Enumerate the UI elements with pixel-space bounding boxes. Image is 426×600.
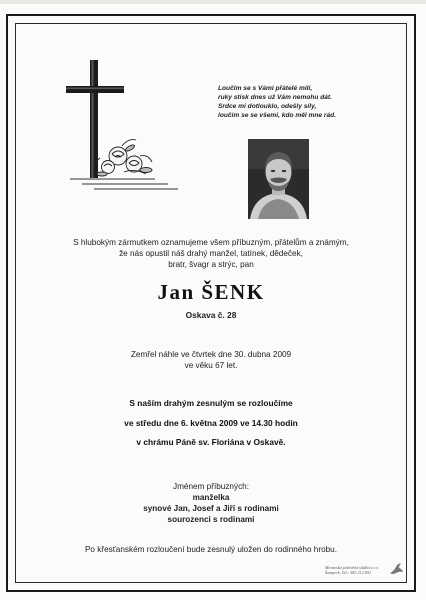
- scan-edge: [0, 0, 426, 4]
- death-info: [15, 349, 407, 371]
- family-sons: synové Jan, Josef a Jiří s rodinami: [143, 504, 279, 513]
- family-wife: manželka: [192, 493, 230, 502]
- portrait-photo: [248, 139, 309, 219]
- ceremony-line-1: S naším drahým zesnulým se rozloučíme: [129, 398, 293, 408]
- family-signature: [15, 481, 407, 525]
- deceased-name: Jan ŠENK: [157, 280, 265, 304]
- deceased-address: Oskava č. 28: [185, 310, 237, 320]
- announcement-intro: [15, 237, 407, 270]
- family-heading: Jménem příbuzných:: [173, 482, 249, 491]
- burial-note: Po křesťanském rozloučení bude zesnulý uložen do rodinného hrobu.: [84, 545, 338, 554]
- poem: [218, 84, 398, 120]
- printer-line: Šumperk, Tel.: 583 212 851: [325, 570, 372, 575]
- intro-line: bratr, švagr a strýc, pan: [168, 260, 254, 269]
- poem-line: ruky stisk dnes už Vám nemohu dát.: [218, 94, 332, 101]
- ceremony-place: v chrámu Páně sv. Floriána v Oskavě.: [136, 437, 286, 447]
- dove-icon: [388, 561, 404, 577]
- intro-line: že nás opustil náš drahý manžel, tatínek, dědeček,: [119, 249, 303, 258]
- poem-line: Loučím se s Vámi přátelé milí,: [218, 85, 313, 92]
- death-line: ve věku 67 let.: [184, 361, 238, 370]
- printer-line: Moravská pohřební služba s.r.o.: [325, 565, 379, 570]
- death-line: Zemřel náhle ve čtvrtek dne 30. dubna 2009: [130, 350, 292, 359]
- poem-line: Srdce mi dotlouklo, odešly síly,: [218, 103, 317, 110]
- poem-line: loučím se se všemi, kdo měl mne rád.: [218, 112, 337, 119]
- intro-line: S hlubokým zármutkem oznamujeme všem příbuzným, přátelům a známým,: [73, 238, 349, 247]
- family-siblings: sourozenci s rodinami: [167, 515, 255, 524]
- ceremony-date: ve středu dne 6. května 2009 ve 14.30 hodin: [124, 418, 298, 428]
- cross-with-roses-icon: [60, 58, 180, 203]
- printer-credit: [325, 565, 391, 575]
